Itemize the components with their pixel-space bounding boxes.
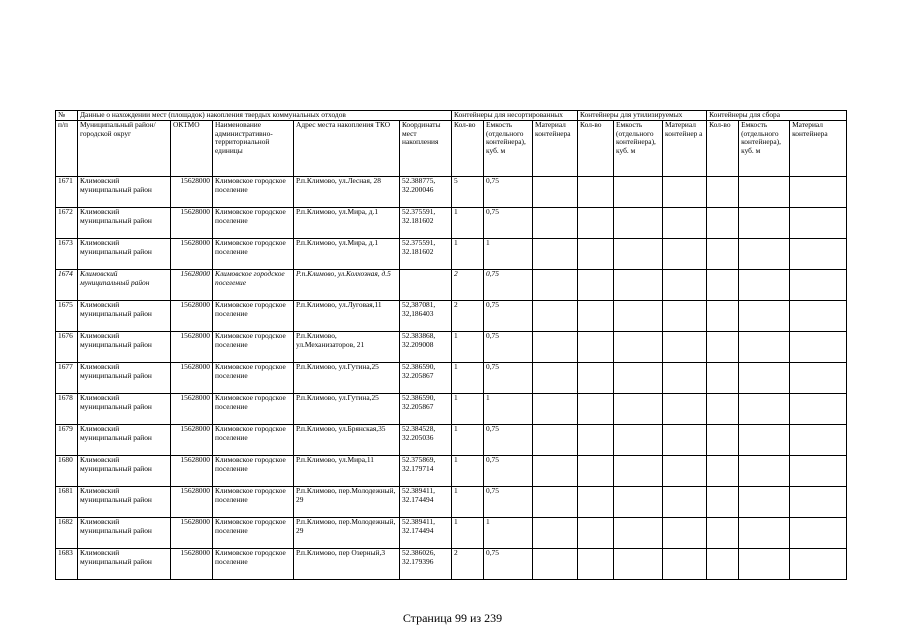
cell-count: 1 [452,425,484,456]
cell-material [533,270,578,301]
cell-admin-unit: Климовское городское поселение [213,425,294,456]
cell-material [533,487,578,518]
cell-recycle-material [663,270,707,301]
cell-oktmo: 15628000 [171,208,213,239]
waste-sites-table [55,110,847,580]
table-row [56,363,847,394]
cell-district: Климовский муниципальный район [78,239,171,270]
cell-number: 1682 [56,518,78,549]
cell-oktmo: 15628000 [171,239,213,270]
cell-recycle-material [663,177,707,208]
cell-number: 1683 [56,549,78,580]
cell-collect-capacity [739,425,790,456]
cell-collect-material [790,425,847,456]
cell-material [533,425,578,456]
cell-number: 1677 [56,363,78,394]
cell-collect-capacity [739,177,790,208]
table-row [56,456,847,487]
table-row [56,301,847,332]
cell-capacity: 0,75 [484,301,533,332]
cell-recycle-capacity [614,425,663,456]
cell-count: 2 [452,549,484,580]
cell-recycle-material [663,456,707,487]
cell-collect-capacity [739,518,790,549]
cell-capacity: 0,75 [484,456,533,487]
table-row [56,425,847,456]
cell-recycle-count [578,239,614,270]
cell-recycle-capacity [614,394,663,425]
table-body [56,177,847,580]
cell-recycle-material [663,239,707,270]
header-count-recycle: Кол-во [578,121,614,177]
cell-coords: 52.375591, 32.181602 [400,208,452,239]
header-address: Адрес места накопления ТКО [294,121,400,177]
cell-recycle-capacity [614,363,663,394]
cell-collect-material [790,487,847,518]
cell-collect-material [790,518,847,549]
cell-capacity: 0,75 [484,363,533,394]
cell-capacity: 0,75 [484,425,533,456]
cell-number: 1680 [56,456,78,487]
cell-capacity: 0,75 [484,332,533,363]
cell-coords [400,270,452,301]
cell-recycle-material [663,208,707,239]
cell-collect-material [790,208,847,239]
cell-collect-count [707,549,739,580]
header-group-recycle: Контейнеры для утилизируемых [578,111,707,121]
cell-recycle-count [578,332,614,363]
cell-address: Р.п.Климово, ул.Мира,11 [294,456,400,487]
cell-count: 1 [452,487,484,518]
header-material-recycle: Материал контейнер а [663,121,707,177]
cell-recycle-count [578,177,614,208]
header-coords: Координаты мест накопления [400,121,452,177]
cell-oktmo: 15628000 [171,270,213,301]
cell-address: Р.п.Климово, ул.Лесная, 28 [294,177,400,208]
cell-collect-capacity [739,301,790,332]
cell-district: Климовский муниципальный район [78,363,171,394]
table-row [56,394,847,425]
cell-material [533,456,578,487]
cell-recycle-capacity [614,456,663,487]
cell-collect-material [790,177,847,208]
table-row [56,332,847,363]
cell-admin-unit: Климовское городское поселение [213,301,294,332]
cell-recycle-count [578,456,614,487]
header-capacity-recycle: Емкость (отдельного контейнера), куб. м [614,121,663,177]
cell-district: Климовский муниципальный район [78,301,171,332]
cell-coords: 52.389411, 32.174494 [400,487,452,518]
cell-material [533,301,578,332]
cell-coords: 52.386590, 32.205867 [400,363,452,394]
cell-count: 1 [452,456,484,487]
cell-capacity: 1 [484,518,533,549]
cell-admin-unit: Климовское городское поселение [213,487,294,518]
cell-recycle-capacity [614,518,663,549]
table-row [56,270,847,301]
cell-material [533,363,578,394]
cell-recycle-material [663,301,707,332]
cell-district: Климовский муниципальный район [78,332,171,363]
cell-collect-count [707,425,739,456]
header-material-unsorted: Материал контейнера [533,121,578,177]
table-row [56,239,847,270]
cell-admin-unit: Климовское городское поселение [213,332,294,363]
cell-oktmo: 15628000 [171,549,213,580]
cell-admin-unit: Климовское городское поселение [213,177,294,208]
cell-district: Климовский муниципальный район [78,425,171,456]
cell-number: 1675 [56,301,78,332]
cell-collect-count [707,394,739,425]
cell-district: Климовский муниципальный район [78,518,171,549]
cell-admin-unit: Климовское городское поселение [213,239,294,270]
header-count-collect: Кол-во [707,121,739,177]
cell-collect-count [707,301,739,332]
cell-district: Климовский муниципальный район [78,456,171,487]
cell-number: 1678 [56,394,78,425]
cell-address: Р.п.Климово, ул.Механизаторов, 21 [294,332,400,363]
cell-capacity: 0,75 [484,177,533,208]
cell-material [533,549,578,580]
cell-recycle-count [578,270,614,301]
cell-collect-material [790,363,847,394]
cell-count: 2 [452,270,484,301]
cell-collect-capacity [739,394,790,425]
cell-recycle-count [578,363,614,394]
table-row [56,518,847,549]
header-material-collect: Материал контейнера [790,121,847,177]
cell-collect-count [707,177,739,208]
cell-recycle-count [578,301,614,332]
cell-collect-count [707,270,739,301]
cell-district: Климовский муниципальный район [78,208,171,239]
cell-collect-material [790,270,847,301]
cell-admin-unit: Климовское городское поселение [213,394,294,425]
cell-collect-material [790,549,847,580]
cell-district: Климовский муниципальный район [78,177,171,208]
header-capacity-unsorted: Емкость (отдельного контейнера), куб. м [484,121,533,177]
cell-count: 1 [452,394,484,425]
cell-recycle-capacity [614,208,663,239]
header-no: № [56,111,78,121]
cell-recycle-capacity [614,301,663,332]
header-oktmo: ОКТМО [171,121,213,177]
cell-capacity: 0,75 [484,270,533,301]
cell-number: 1671 [56,177,78,208]
cell-collect-material [790,239,847,270]
cell-capacity: 0,75 [484,208,533,239]
cell-recycle-count [578,208,614,239]
cell-collect-capacity [739,239,790,270]
cell-collect-material [790,301,847,332]
cell-material [533,518,578,549]
header-count-unsorted: Кол-во [452,121,484,177]
cell-address: Р.п.Климово, ул.Мира, д.1 [294,208,400,239]
cell-collect-count [707,456,739,487]
cell-number: 1681 [56,487,78,518]
cell-recycle-material [663,394,707,425]
cell-collect-capacity [739,363,790,394]
cell-oktmo: 15628000 [171,425,213,456]
cell-recycle-material [663,487,707,518]
cell-coords: 52.384528, 32.205036 [400,425,452,456]
cell-admin-unit: Климовское городское поселение [213,518,294,549]
cell-count: 1 [452,239,484,270]
cell-recycle-capacity [614,487,663,518]
table-row [56,208,847,239]
cell-material [533,239,578,270]
cell-count: 1 [452,208,484,239]
cell-material [533,394,578,425]
cell-address: Р.п.Климово, ул.Гутина,25 [294,394,400,425]
cell-district: Климовский муниципальный район [78,394,171,425]
page-footer: Страница 99 из 239 [402,611,503,625]
cell-oktmo: 15628000 [171,487,213,518]
cell-count: 2 [452,301,484,332]
cell-admin-unit: Климовское городское поселение [213,456,294,487]
cell-oktmo: 15628000 [171,332,213,363]
header-np: п/п [56,121,78,177]
cell-admin-unit: Климовское городское поселение [213,208,294,239]
header-capacity-collect: Емкость (отдельного контейнера), куб. м [739,121,790,177]
cell-district: Климовский муниципальный район [78,549,171,580]
cell-address: Р.п.Климово, ул.Мира, д.1 [294,239,400,270]
cell-number: 1673 [56,239,78,270]
cell-material [533,177,578,208]
cell-address: Р.п.Климово, пер Озерный,3 [294,549,400,580]
cell-recycle-material [663,549,707,580]
cell-district: Климовский муниципальный район [78,270,171,301]
header-district: Муниципальный район/городской округ [78,121,171,177]
cell-recycle-material [663,363,707,394]
cell-collect-material [790,332,847,363]
cell-capacity: 1 [484,239,533,270]
cell-address: Р.п.Климово, ул.Колхозная, д.5 [294,270,400,301]
cell-capacity: 0,75 [484,487,533,518]
cell-recycle-capacity [614,177,663,208]
cell-coords: 52.386026, 32.179396 [400,549,452,580]
cell-count: 1 [452,363,484,394]
cell-collect-capacity [739,208,790,239]
header-group-unsorted: Контейнеры для несортированных [452,111,578,121]
header-admin-unit: Наименование административно-территориальной единицы [213,121,294,177]
cell-recycle-material [663,332,707,363]
cell-coords: 52.375591, 32.181602 [400,239,452,270]
cell-coords: 52.386590, 32.205867 [400,394,452,425]
cell-collect-count [707,332,739,363]
cell-recycle-material [663,518,707,549]
cell-collect-capacity [739,456,790,487]
cell-oktmo: 15628000 [171,394,213,425]
cell-recycle-count [578,425,614,456]
cell-count: 5 [452,177,484,208]
cell-recycle-capacity [614,239,663,270]
cell-collect-capacity [739,549,790,580]
cell-recycle-count [578,394,614,425]
cell-recycle-capacity [614,270,663,301]
table-row [56,487,847,518]
table-row [56,549,847,580]
cell-coords: 52.375869, 32.179714 [400,456,452,487]
cell-oktmo: 15628000 [171,301,213,332]
cell-admin-unit: Климовское городское поселение [213,363,294,394]
cell-collect-capacity [739,487,790,518]
cell-collect-count [707,487,739,518]
cell-admin-unit: Климовское городское поселение [213,549,294,580]
header-group-collect: Контейнеры для сбора [707,111,847,121]
cell-recycle-count [578,549,614,580]
cell-collect-count [707,239,739,270]
cell-admin-unit: Климовское городское поселение [213,270,294,301]
cell-collect-capacity [739,332,790,363]
cell-coords: 52,387081, 32,186403 [400,301,452,332]
cell-coords: 52.388775, 32.200046 [400,177,452,208]
cell-recycle-count [578,487,614,518]
table-row [56,177,847,208]
cell-oktmo: 15628000 [171,518,213,549]
cell-address: Р.п.Климово, ул.Гутина,25 [294,363,400,394]
cell-recycle-capacity [614,549,663,580]
cell-collect-material [790,394,847,425]
cell-address: Р.п.Климово, пер.Молодежный, 29 [294,518,400,549]
cell-capacity: 1 [484,394,533,425]
cell-collect-count [707,363,739,394]
cell-collect-capacity [739,270,790,301]
cell-collect-material [790,456,847,487]
cell-oktmo: 15628000 [171,456,213,487]
cell-recycle-count [578,518,614,549]
cell-count: 1 [452,332,484,363]
cell-coords: 52.389411, 32.174494 [400,518,452,549]
cell-district: Климовский муниципальный район [78,487,171,518]
cell-collect-count [707,208,739,239]
cell-recycle-capacity [614,332,663,363]
cell-address: Р.п.Климово, ул.Брянская,35 [294,425,400,456]
cell-coords: 52.383868, 32.209008 [400,332,452,363]
cell-address: Р.п.Климово, ул.Луговая,11 [294,301,400,332]
cell-capacity: 0,75 [484,549,533,580]
cell-oktmo: 15628000 [171,177,213,208]
cell-number: 1679 [56,425,78,456]
cell-number: 1676 [56,332,78,363]
cell-material [533,332,578,363]
cell-oktmo: 15628000 [171,363,213,394]
cell-number: 1674 [56,270,78,301]
cell-count: 1 [452,518,484,549]
cell-collect-count [707,518,739,549]
cell-material [533,208,578,239]
cell-address: Р.п.Климово, пер.Молодежный, 29 [294,487,400,518]
header-group-main: Данные о нахождении мест (площадок) накопления твердых коммунальных отходов [78,111,452,121]
cell-number: 1672 [56,208,78,239]
cell-recycle-material [663,425,707,456]
